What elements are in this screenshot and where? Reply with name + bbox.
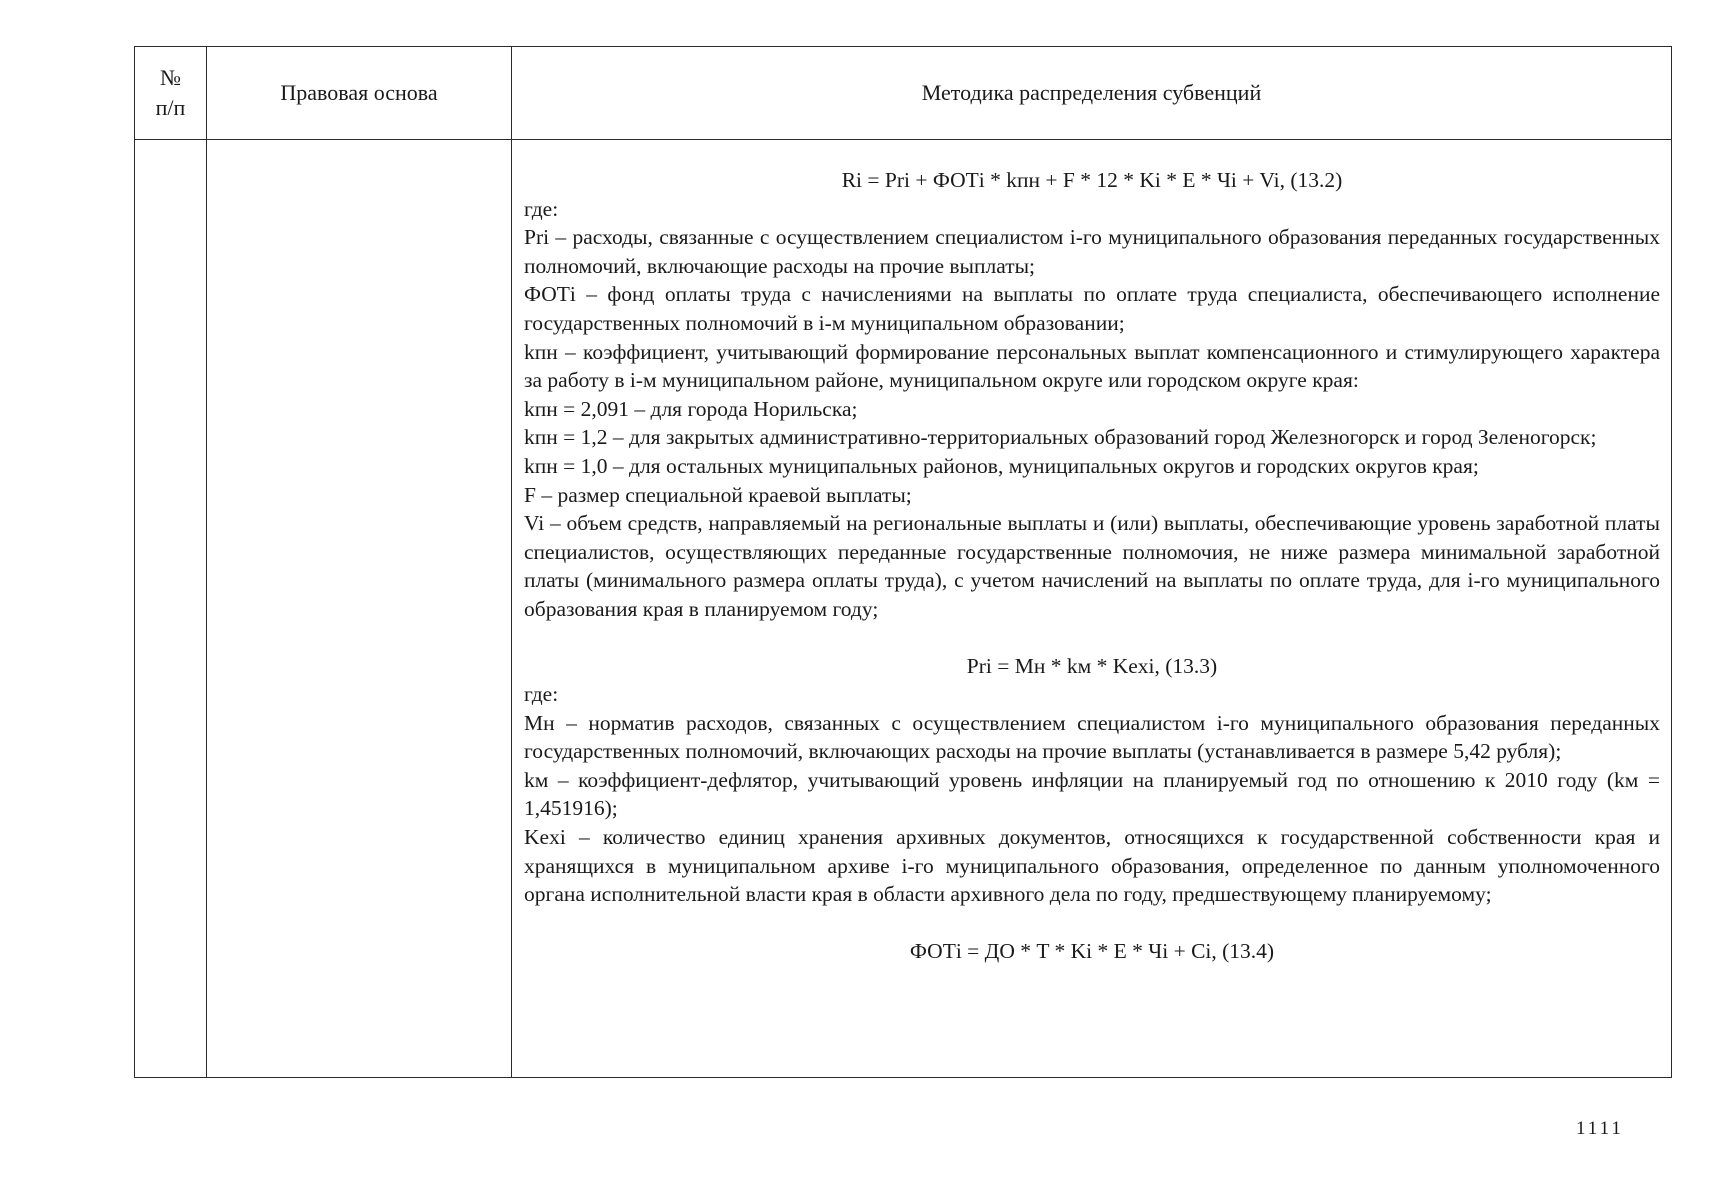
header-number bbox=[135, 47, 207, 140]
definition-pri: Pri – расходы, связанные с осуществлением специалистом i-го муниципального образования переданных государственных полномочий, включающие расходы на прочие выплаты; bbox=[524, 225, 1660, 278]
kpn-norilsk: kпн = 2,091 – для города Норильска; bbox=[524, 396, 858, 421]
header-number-line1: № bbox=[160, 65, 181, 90]
page-number: 1111 bbox=[1576, 1118, 1624, 1139]
where-label: где: bbox=[524, 196, 559, 221]
definition-kpn: kпн – коэффициент, учитывающий формирование персональных выплат компенсационного и стимулирующего характера за работу в i-м муниципальном районе, муниципальном округе или городском округе края: bbox=[524, 339, 1660, 393]
definition-foti: ФОТi – фонд оплаты труда с начислениями на выплаты по оплате труда специалиста, обеспечивающего исполнение государственных полномочий в i-м муниципальном образовании; bbox=[524, 282, 1660, 335]
formula-13-3: Pri = Mн * kм * Kexi, (13.3) bbox=[966, 653, 1218, 678]
table-row bbox=[135, 140, 1672, 1078]
formula-13-4: ФОТi = ДО * T * Ki * E * Чi + Ci, (13.4) bbox=[909, 938, 1275, 963]
definition-kexi: Kexi – количество единиц хранения архивных документов, относящихся к государственной собственности края и хранящихся в муниципальном архиве i-го муниципального образования, определенное по данным уполномоченного органа исполнительной власти края в области архивного дела по году, предшествующему планируемому; bbox=[524, 825, 1660, 907]
definition-mn: Mн – норматив расходов, связанных с осуществлением специалистом i-го муниципального образования переданных государственных полномочий, включающих расходы на прочие выплаты (устанавливается в размере 5,42 рубля); bbox=[524, 710, 1660, 764]
definition-f: F – размер специальной краевой выплаты; bbox=[524, 482, 912, 507]
where-label: где: bbox=[524, 682, 559, 707]
cell-legal-basis bbox=[207, 140, 512, 1078]
formula-13-2: Ri = Pri + ФОТi * kпн + F * 12 * Ki * E * Чi + Vi, (13.2) bbox=[841, 168, 1343, 192]
subvention-table bbox=[134, 46, 1672, 1078]
definition-vi: Vi – объем средств, направляемый на региональные выплаты и (или) выплаты, обеспечивающие уровень заработной платы специалистов, осуществляющих переданные государственные полномочия, не ниже размера минимальной заработной платы (минимального размера оплаты труда), с учетом начислений на выплаты по оплате труда, для i-го муниципального образования края в планируемом году; bbox=[524, 511, 1660, 621]
cell-number bbox=[135, 140, 207, 1078]
kpn-other: kпн = 1,0 – для остальных муниципальных районов, муниципальных округов и городских округов края; bbox=[524, 453, 1479, 478]
header-number-line2: п/п bbox=[155, 95, 186, 120]
header-methodology: Методика распределения субвенций bbox=[512, 47, 1672, 140]
header-legal-basis: Правовая основа bbox=[207, 47, 512, 140]
kpn-zato: kпн = 1,2 – для закрытых административно-территориальных образований город Железногорск и город Зеленогорск; bbox=[524, 425, 1597, 450]
table-header-row bbox=[135, 47, 1672, 140]
definition-km: kм – коэффициент-дефлятор, учитывающий уровень инфляции на планируемый год по отношению к 2010 году (kм = 1,451916); bbox=[524, 767, 1660, 821]
cell-methodology bbox=[512, 140, 1672, 1078]
